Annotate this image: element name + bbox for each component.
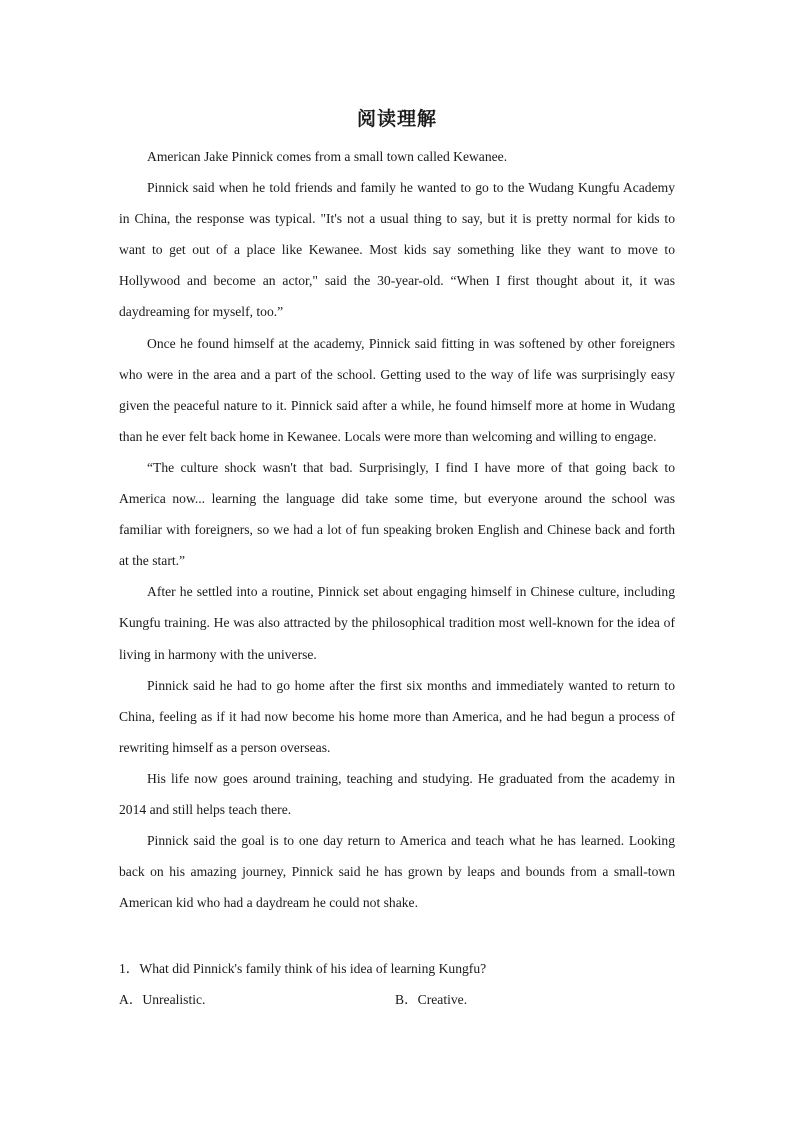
passage-paragraph: American Jake Pinnick comes from a small town called Kewanee. — [147, 149, 508, 164]
passage-paragraph: Pinnick said when he told friends and family he wanted to go to the Wudang Kungfu Academy in China, the response was typical. "It's not a usual thing to say, but it is pretty normal for kids to want to get out of a place like Kewanee. Most kids say something like they want to move to Hollywood and become an actor," said the 30-year-old. “When I first thought about it, it was daydreaming for myself, too.” — [119, 180, 675, 320]
page-title: 阅读理解 — [356, 108, 437, 130]
passage-paragraph: “The culture shock wasn't that bad. Surprisingly, I find I have more of that going back to America now... learning the language did take some time, but everyone around the school was familiar with foreigners, so we had a lot of fun speaking broken English and Chinese back and forth at the start.” — [119, 459, 675, 569]
option-a: A．Unrealistic. — [119, 992, 206, 1007]
passage-paragraph: Pinnick said the goal is to one day return to America and teach what he has learned. Looking back on his amazing journey, Pinnick said he has grown by leaps and bounds from a small-town American kid who had a daydream he could not shake. — [119, 833, 675, 911]
answer-options — [119, 984, 675, 1015]
option-b: B．Creative. — [395, 992, 468, 1007]
passage-paragraph: His life now goes around training, teaching and studying. He graduated from the academy in 2014 and still helps teach there. — [119, 770, 675, 817]
passage-paragraph: Once he found himself at the academy, Pinnick said fitting in was softened by other foreigners who were in the area and a part of the school. Getting used to the way of life was surprisingly easy given the peaceful nature to it. Pinnick said after a while, he found himself more at home in Wudang than he ever felt back home in Kewanee. Locals were more than welcoming and willing to engage. — [119, 335, 675, 444]
reading-passage — [119, 141, 675, 918]
question-block — [119, 953, 675, 1015]
passage-paragraph: After he settled into a routine, Pinnick set about engaging himself in Chinese culture, including Kungfu training. He was also attracted by the philosophical tradition most well-known for the idea of living in harmony with the universe. — [119, 584, 675, 662]
question-text: 1．What did Pinnick's family think of his idea of learning Kungfu? — [119, 961, 487, 976]
passage-paragraph: Pinnick said he had to go home after the first six months and immediately wanted to return to China, feeling as if it had now become his home more than America, and he had begun a process of rewriting himself as a person overseas. — [119, 677, 675, 755]
